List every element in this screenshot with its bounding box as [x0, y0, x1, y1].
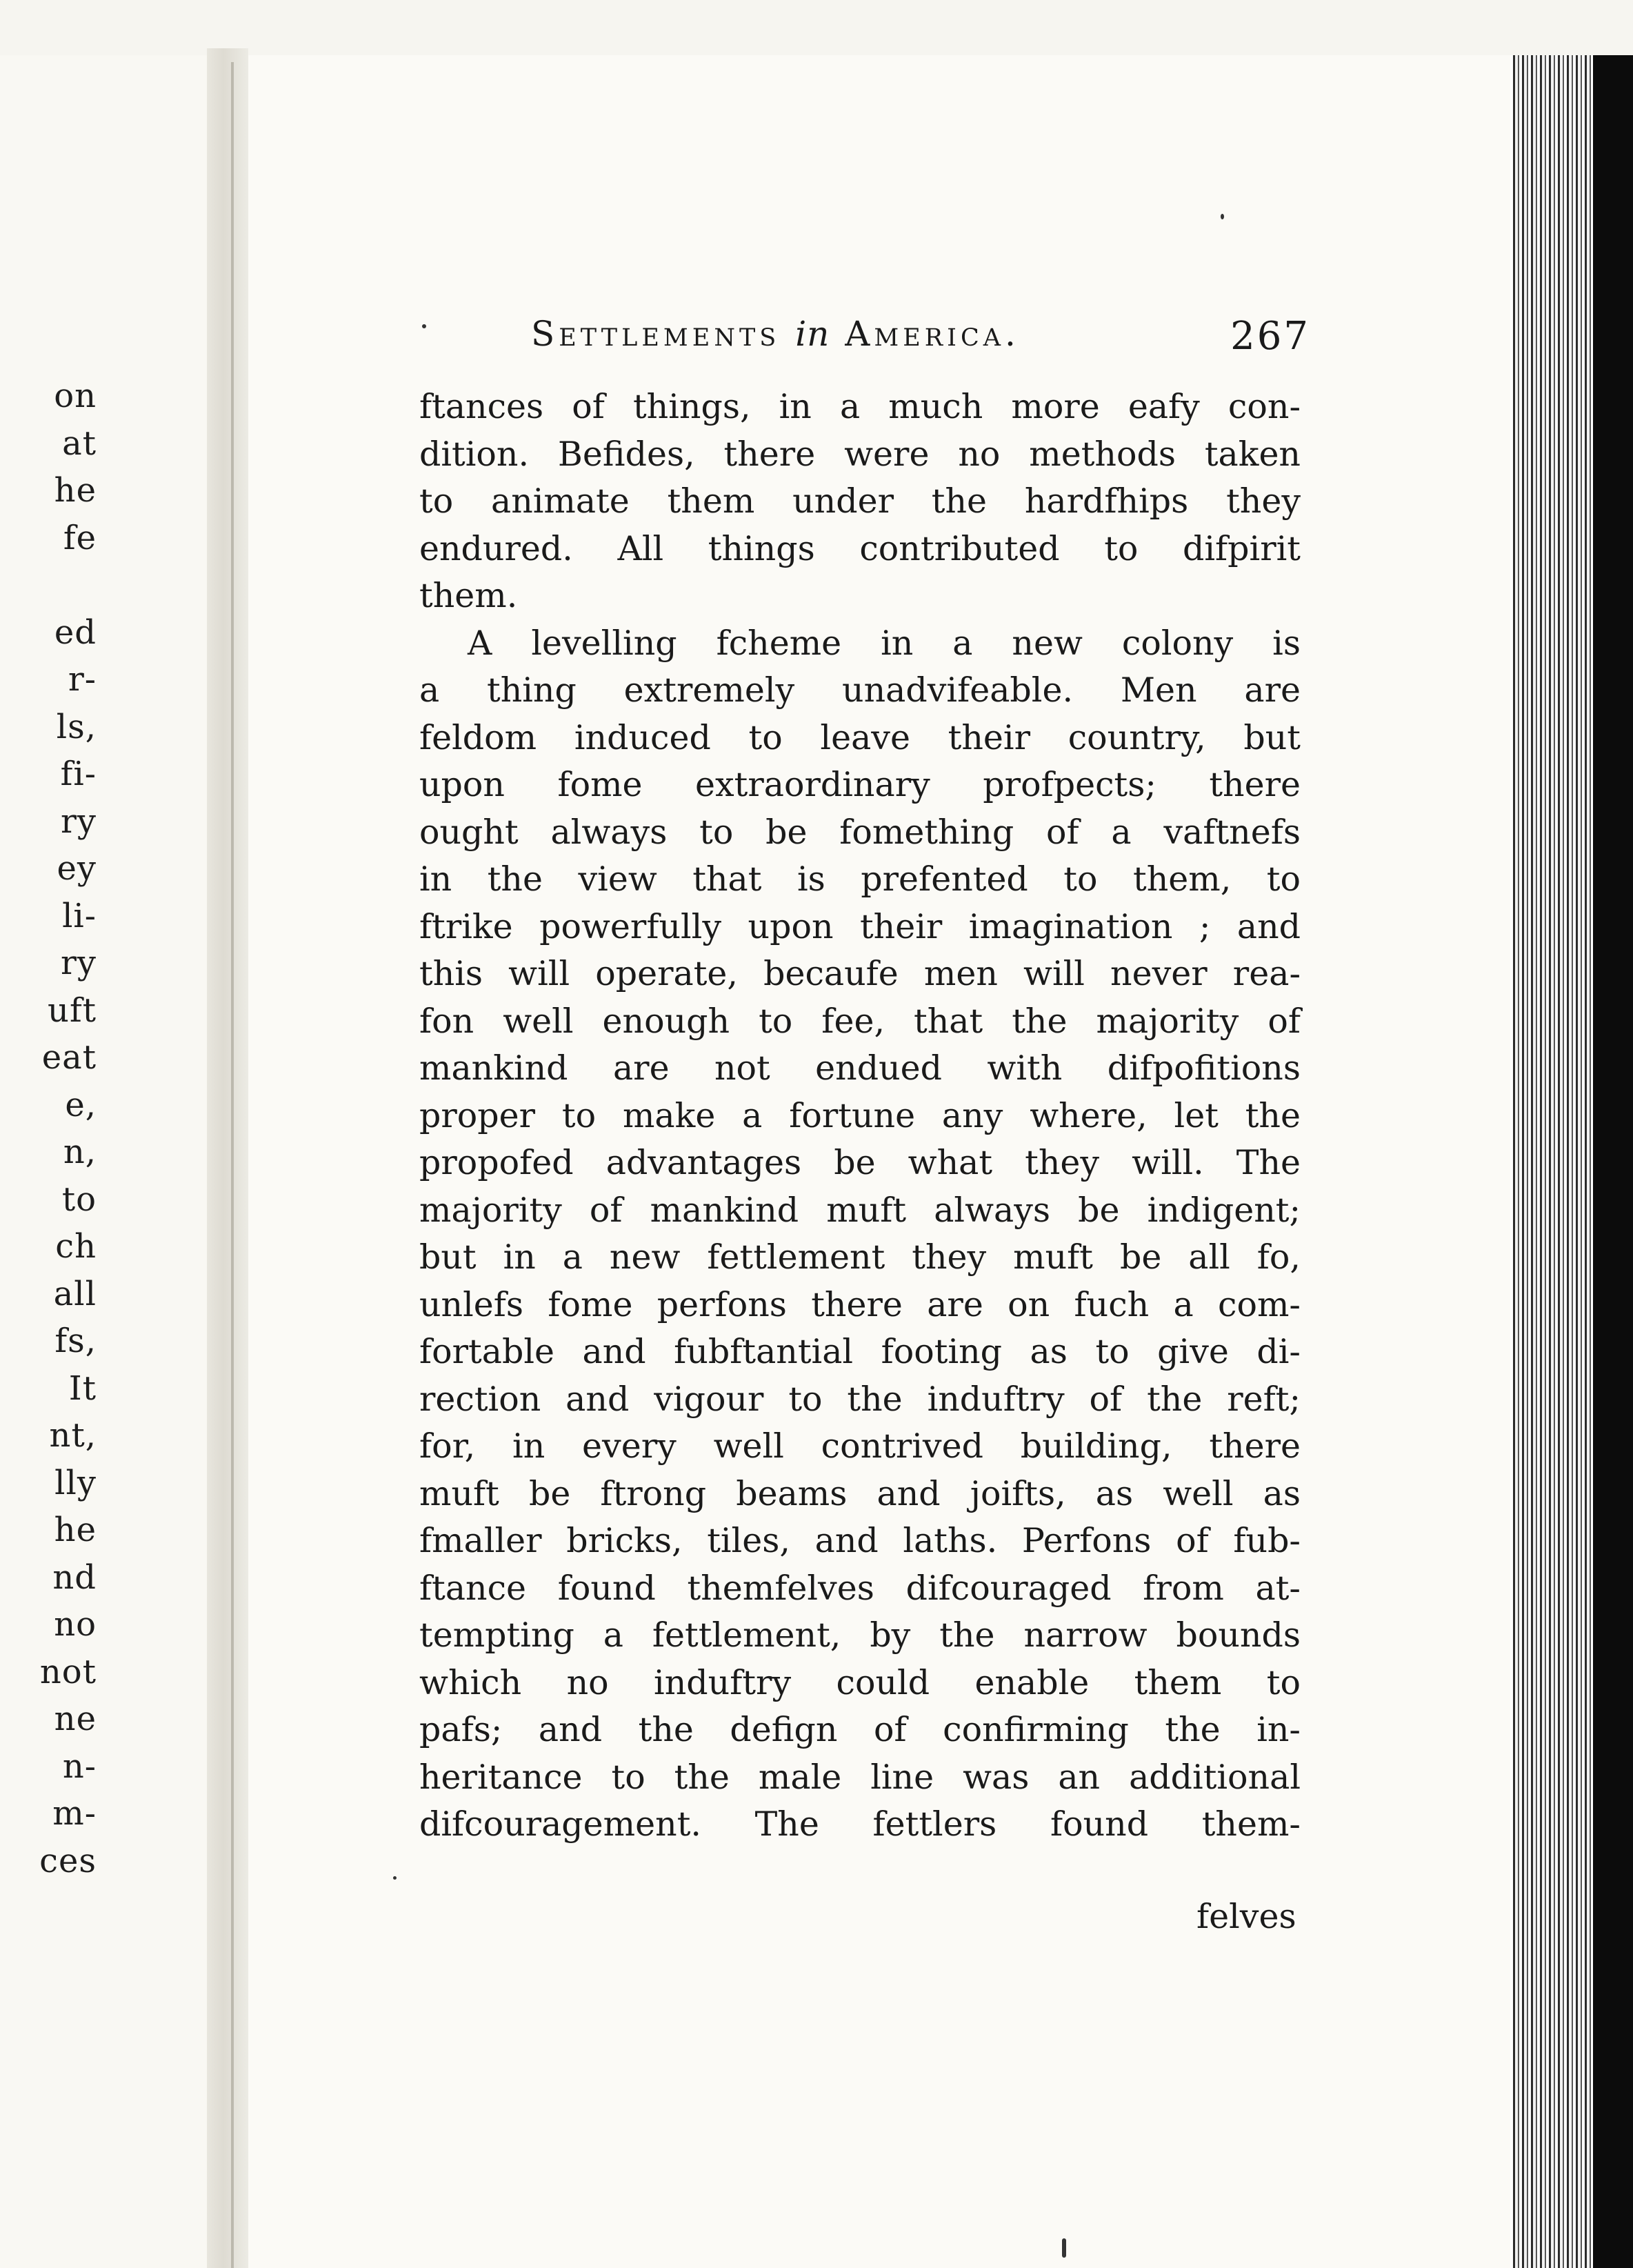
- running-title: [531, 314, 1020, 354]
- left-fragment: fe: [63, 518, 97, 557]
- text-line: heritance to the male line was an additional: [419, 1757, 1301, 1797]
- text-line: for, in every well contrived building, there: [419, 1426, 1301, 1466]
- text-line: this will operate, becaufe men will never rea-: [419, 954, 1301, 993]
- text-line: difcouragement. The fettlers found them-: [419, 1804, 1301, 1844]
- left-fragment: fi-: [60, 755, 97, 793]
- left-fragment: n,: [63, 1133, 97, 1171]
- text-line: tempting a fettlement, by the narrow bounds: [419, 1615, 1301, 1655]
- catchword: felves: [1196, 1897, 1296, 1936]
- text-line: muft be ftrong beams and joifts, as well as: [419, 1473, 1301, 1513]
- text-line: rection and vigour to the induftry of the reft;: [419, 1379, 1301, 1419]
- text-line: dition. Befides, there were no methods taken: [419, 434, 1301, 474]
- running-title-part1: Settlements: [531, 314, 781, 354]
- ink-speck: [1221, 214, 1224, 219]
- left-fragment: r-: [68, 660, 97, 699]
- left-fragment: ry: [60, 802, 97, 841]
- left-fragment: at: [62, 424, 97, 463]
- ink-speck: [1062, 2238, 1066, 2258]
- text-line: upon fome extraordinary profpects; there: [419, 765, 1301, 804]
- gutter: [207, 48, 248, 2268]
- text-line: proper to make a fortune any where, let the: [419, 1095, 1301, 1135]
- running-head: [531, 314, 1310, 369]
- left-fragment: [0, 561, 97, 609]
- ink-speck: [393, 1876, 397, 1880]
- text-line: A levelling fcheme in a new colony is: [468, 623, 1301, 663]
- text-line: but in a new fettlement they muft be all fo,: [419, 1237, 1301, 1277]
- text-line: ftances of things, in a much more eafy con-: [419, 387, 1301, 426]
- ink-speck: [422, 324, 426, 328]
- text-line: ftrike powerfully upon their imagination ; and: [419, 906, 1301, 946]
- left-fragment: nd: [52, 1558, 97, 1597]
- left-fragment: he: [54, 1511, 97, 1549]
- left-fragment: not: [39, 1652, 97, 1691]
- top-margin: [0, 0, 1633, 55]
- text-line: in the view that is prefented to them, to: [419, 859, 1301, 899]
- left-fragment: e,: [65, 1085, 97, 1124]
- left-fragment: n-: [62, 1747, 97, 1786]
- text-line: fon well enough to fee, that the majority of: [419, 1001, 1301, 1041]
- text-line: to animate them under the hardfhips they: [419, 481, 1301, 521]
- left-fragment: to: [61, 1180, 97, 1219]
- text-line: unlefs fome perfons there are on fuch a com-: [419, 1284, 1301, 1324]
- left-fragment: eat: [41, 1038, 97, 1077]
- left-fragment: li-: [62, 896, 97, 935]
- left-fragment: all: [53, 1274, 97, 1313]
- left-fragment: It: [68, 1369, 97, 1408]
- left-fragment: uft: [48, 991, 97, 1030]
- text-line: them.: [419, 576, 518, 615]
- left-page-text-fragments: [0, 372, 97, 1884]
- text-line: which no induftry could enable them to: [419, 1662, 1301, 1702]
- text-line: propofed advantages be what they will. The: [419, 1143, 1301, 1182]
- text-line: fmaller bricks, tiles, and laths. Perfons of fub-: [419, 1521, 1301, 1560]
- gutter-edge: [231, 62, 234, 2268]
- left-fragment: ey: [57, 849, 97, 888]
- text-line: fortable and fubftantial footing as to give di-: [419, 1332, 1301, 1371]
- left-fragment: nt,: [49, 1416, 97, 1455]
- dark-border: [1593, 55, 1633, 2268]
- text-line: pafs; and the defign of confirming the in-: [419, 1710, 1301, 1749]
- text-line: feldom induced to leave their country, but: [419, 717, 1301, 757]
- text-line: a thing extremely unadvifeable. Men are: [419, 670, 1301, 710]
- left-fragment: fs,: [54, 1322, 97, 1360]
- running-title-italic: in: [795, 314, 830, 354]
- left-fragment: ces: [39, 1841, 97, 1880]
- left-fragment: ls,: [56, 707, 97, 746]
- page-fore-edge: [1510, 55, 1593, 2268]
- text-line: majority of mankind muft always be indigent;: [419, 1190, 1301, 1230]
- left-fragment: ry: [60, 944, 97, 982]
- running-title-part2: America.: [845, 314, 1020, 354]
- text-line: mankind are not endued with difpofitions: [419, 1048, 1301, 1088]
- text-line: ftance found themfelves difcouraged from at-: [419, 1568, 1301, 1608]
- left-fragment: lly: [54, 1463, 97, 1502]
- text-line: endured. All things contributed to difpirit: [419, 528, 1301, 568]
- left-fragment: ne: [54, 1700, 97, 1738]
- left-fragment: ed: [54, 613, 97, 652]
- page-number: 267: [1230, 314, 1310, 359]
- left-fragment: he: [54, 471, 97, 510]
- left-fragment: no: [54, 1605, 97, 1644]
- left-fragment: ch: [55, 1227, 97, 1266]
- left-fragment: on: [54, 377, 97, 415]
- body-text: [419, 384, 1301, 1849]
- text-line: ought always to be fomething of a vaftnefs: [419, 812, 1301, 852]
- left-fragment: m-: [52, 1794, 97, 1833]
